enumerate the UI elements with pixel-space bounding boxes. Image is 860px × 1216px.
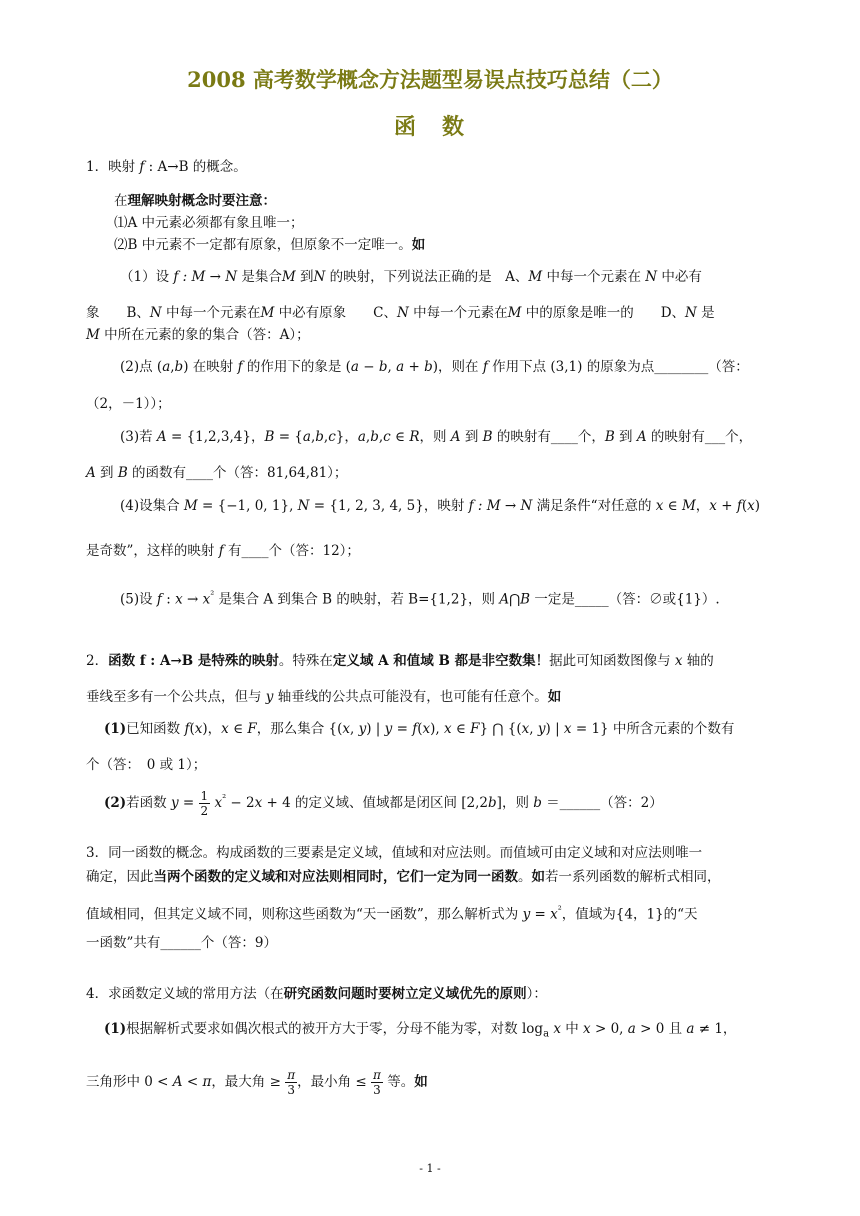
text-run: f : M → N xyxy=(173,269,238,285)
text-run: 3．同一函数的概念。构成函数的三要素是定义域，值域和对应法则。而值域可由定义域和对应法则唯一 xyxy=(86,845,703,861)
text-line xyxy=(120,587,720,609)
text-run: (1) xyxy=(104,721,127,737)
text-run: ), xyxy=(430,721,444,737)
text-run: ∈ xyxy=(451,721,471,737)
text-run: 1．映射 xyxy=(86,159,140,175)
text-run: , xyxy=(323,429,329,445)
text-run: , xyxy=(378,429,384,445)
text-run: 中每一个元素在 xyxy=(408,305,508,321)
text-run: a xyxy=(350,359,359,375)
text-line xyxy=(104,720,734,738)
text-run: (3)若 xyxy=(120,429,157,445)
text-run: b xyxy=(315,429,324,445)
text-run: 轴垂线的公共点可能没有，也可能有任意个。 xyxy=(273,689,548,705)
text-run: → xyxy=(182,591,203,608)
text-run: ≠ 1， xyxy=(694,1021,737,1037)
text-line xyxy=(86,395,171,413)
text-run: ) | xyxy=(545,721,564,737)
text-run: f xyxy=(412,721,418,737)
text-run: M xyxy=(507,305,522,321)
text-run: 根据解析式要求如偶次根式的被开方大于零，分母不能为零，对数 log xyxy=(126,1021,544,1037)
text-run: 的映射有___个， xyxy=(646,429,753,445)
text-run: y xyxy=(537,721,546,737)
text-line xyxy=(86,756,206,774)
text-run: − xyxy=(358,359,379,375)
text-run: 一函数”共有______个（答：9） xyxy=(86,935,277,951)
text-run: + 4 的定义域、值域都是闭区间 [2,2 xyxy=(262,795,489,811)
text-run: ( xyxy=(417,721,423,737)
text-line xyxy=(86,844,702,862)
text-run: b xyxy=(533,795,542,811)
text-run: = xyxy=(392,721,413,737)
text-run: b xyxy=(424,359,433,375)
text-run: , xyxy=(387,359,397,375)
text-run: > 0, xyxy=(590,1021,628,1037)
text-run: 到 xyxy=(95,465,118,481)
text-run: 函数 f : A→B 是特殊的映射 xyxy=(108,653,279,669)
text-run: ² xyxy=(210,590,215,601)
text-line xyxy=(120,358,749,376)
text-run: = xyxy=(530,906,551,923)
text-run: , xyxy=(529,721,538,737)
text-run: 。特殊在 xyxy=(278,653,333,669)
text-run: N xyxy=(297,498,310,514)
text-run: ⑴A 中元素必须都有象且唯一； xyxy=(114,215,304,231)
text-line xyxy=(86,304,715,322)
text-run: 有____个（答：12）； xyxy=(223,543,360,559)
text-run: f xyxy=(482,359,488,375)
text-run: , xyxy=(310,429,316,445)
text-run: ，值域为{4，1}的“天 xyxy=(561,906,698,923)
text-run: B xyxy=(520,591,531,608)
text-run: 如 xyxy=(411,237,426,253)
text-run: 个（答： 0 或 1）； xyxy=(86,757,207,773)
text-line xyxy=(120,428,752,446)
text-run: y xyxy=(384,721,393,737)
text-line xyxy=(114,192,276,210)
text-run: （2，－1））； xyxy=(86,396,171,412)
text-run: x xyxy=(563,721,572,737)
text-run: 等。 xyxy=(382,1074,415,1090)
text-run: 若一系列函数的解析式相同， xyxy=(545,869,721,885)
text-run: N xyxy=(149,305,162,321)
text-run: 据此可知函数图像与 xyxy=(549,653,675,669)
text-run: 中 xyxy=(560,1021,584,1037)
text-run: a xyxy=(396,359,405,375)
text-line xyxy=(86,868,721,886)
text-line xyxy=(86,1068,428,1097)
text-run: （1）设 xyxy=(120,269,174,285)
text-run: x xyxy=(214,795,223,811)
text-run: )，则在 xyxy=(432,359,483,375)
text-line xyxy=(86,688,561,706)
text-line xyxy=(114,236,425,254)
text-run: b xyxy=(174,359,184,375)
text-run: )， xyxy=(202,721,222,737)
text-run: x xyxy=(521,721,530,737)
text-run: M xyxy=(86,327,100,343)
text-run: 中每一个元素在 xyxy=(161,305,261,321)
text-run: : A→B 的概念。 xyxy=(144,159,247,175)
text-run: a xyxy=(686,1021,695,1037)
text-run: y xyxy=(265,689,274,705)
text-run: f xyxy=(736,498,742,514)
text-run: x xyxy=(422,721,431,737)
text-run: 已知函数 xyxy=(126,721,185,737)
fraction: $\frac{\pi}{3}$ xyxy=(373,1068,381,1097)
text-run: > 0 且 xyxy=(635,1021,687,1037)
text-run: = {−1, 0, 1}, xyxy=(197,498,298,514)
text-line xyxy=(120,268,702,286)
text-run: 是 xyxy=(696,305,715,321)
text-run: x xyxy=(202,591,211,608)
text-run: = xyxy=(178,795,199,811)
text-run: ⑵B 中元素不一定都有原象，但原象不一定唯一。 xyxy=(114,237,412,253)
text-run: = {1,2,3,4}， xyxy=(166,429,265,445)
text-run: (1) xyxy=(104,1021,127,1037)
text-run: B xyxy=(264,429,275,445)
text-run: π xyxy=(202,1074,212,1090)
text-line xyxy=(86,985,547,1003)
fraction: $\frac{1}{2}$ xyxy=(200,789,209,818)
text-run: 轴的 xyxy=(682,653,714,669)
text-run: y xyxy=(170,795,179,811)
text-run: f : M → N xyxy=(468,498,533,514)
text-run: 确定，因此 xyxy=(86,869,154,885)
text-run: x xyxy=(583,1021,591,1037)
fraction: $\frac{\pi}{3}$ xyxy=(287,1068,296,1097)
text-run: , xyxy=(365,429,371,445)
text-run: f xyxy=(237,359,243,375)
text-run: B xyxy=(117,465,128,481)
text-run: (5)设 xyxy=(120,591,157,608)
text-run: 中必有原象 C、 xyxy=(274,305,397,321)
text-run: 如 xyxy=(531,869,545,885)
text-run: x xyxy=(709,498,717,514)
text-run: x xyxy=(221,721,229,737)
text-run: ∈ xyxy=(228,721,248,737)
text-run: 是奇数”，这样的映射 xyxy=(86,543,219,559)
text-run: ) 在映射 xyxy=(183,359,238,375)
text-line xyxy=(86,652,714,670)
text-run: 是集合 A 到集合 B 的映射，若 B={1,2}，则 xyxy=(214,591,500,608)
text-run: a xyxy=(302,429,311,445)
text-run: x xyxy=(655,498,664,514)
text-run: ， xyxy=(695,498,710,514)
text-run: 作用下点 (3,1) 的原象为点________（答： xyxy=(487,359,749,375)
text-run: 在 xyxy=(114,193,128,209)
text-line xyxy=(104,1020,736,1044)
text-run: 的函数有____个（答：81,64,81）； xyxy=(127,465,348,481)
text-line xyxy=(120,497,760,515)
text-run: ( xyxy=(741,498,748,514)
text-run: ∈ xyxy=(663,498,682,514)
text-run: 中所在元素的象的集合（答：A）； xyxy=(99,327,310,343)
text-run: ，最小角 ≤ xyxy=(297,1074,372,1090)
text-run: A xyxy=(172,1074,183,1090)
text-run: x xyxy=(553,1021,561,1037)
text-run: + xyxy=(716,498,737,514)
text-run: A xyxy=(636,429,647,445)
text-run: y xyxy=(358,721,367,737)
text-run: 4．求函数定义域的常用方法（在 xyxy=(86,986,284,1002)
text-run: 的映射有____个， xyxy=(492,429,605,445)
text-run: ∈ xyxy=(390,429,410,445)
text-run: x xyxy=(550,906,558,923)
text-run: 的映射，下列说法正确的是 A、 xyxy=(325,269,529,285)
text-run: 若函数 xyxy=(126,795,171,811)
text-run: b xyxy=(370,429,379,445)
text-run: M xyxy=(260,305,275,321)
text-run: 如 xyxy=(547,689,562,705)
text-run: 研究函数问题时要树立定义域优先的原则 xyxy=(283,986,527,1002)
text-run: ⋂ xyxy=(509,591,521,608)
text-run: 象 B、 xyxy=(86,305,150,321)
text-run: F xyxy=(470,721,480,737)
text-run: 中每一个元素在 xyxy=(542,269,646,285)
text-line xyxy=(86,326,310,344)
text-run: N xyxy=(685,305,697,321)
text-run: A xyxy=(499,591,510,608)
text-run: ]，则 xyxy=(496,795,534,811)
text-run: , xyxy=(350,721,359,737)
text-run: 的作用下的象是 ( xyxy=(242,359,351,375)
text-run: x xyxy=(443,721,452,737)
text-run: 到 xyxy=(614,429,637,445)
text-run: 到 xyxy=(460,429,483,445)
text-run: F xyxy=(247,721,257,737)
text-run: } ⋂ {( xyxy=(479,721,522,737)
text-run: b xyxy=(488,795,497,811)
text-run: + xyxy=(404,359,425,375)
text-run: N xyxy=(313,269,326,285)
text-run: A xyxy=(156,429,167,445)
text-run: < xyxy=(182,1074,203,1090)
text-run: A xyxy=(86,465,96,481)
text-run: f xyxy=(184,721,190,737)
text-run: (4)设集合 xyxy=(120,498,184,514)
text-run: 垂线至多有一个公共点，但与 xyxy=(86,689,266,705)
text-run: = { xyxy=(274,429,303,445)
text-run: M xyxy=(281,269,296,285)
text-run: x xyxy=(254,795,263,811)
text-run: x xyxy=(175,591,183,608)
text-run: ，那么集合 {( xyxy=(256,721,343,737)
page-number: - 1 - xyxy=(419,1162,441,1175)
text-run: ² xyxy=(222,793,227,805)
text-run: 满足条件“对任意的 xyxy=(532,498,656,514)
text-run: 到 xyxy=(295,269,314,285)
text-run: ( xyxy=(189,721,195,737)
text-run: N xyxy=(396,305,409,321)
text-run: M xyxy=(681,498,696,514)
text-line xyxy=(104,789,663,818)
text-run: 理解映射概念时要注意： xyxy=(127,193,276,209)
text-run: , xyxy=(170,359,175,375)
text-run: 定义域 A 和值域 B 都是非空数集！ xyxy=(332,653,550,669)
text-run: R xyxy=(409,429,420,445)
text-run: ，则 xyxy=(419,429,451,445)
text-run: ) xyxy=(754,498,761,514)
text-run: 中的原象是唯一的 D、 xyxy=(521,305,686,321)
section-title: 函 数 xyxy=(393,114,466,140)
document-title: 2008 高考数学概念方法题型易误点技巧总结（二） xyxy=(187,67,673,92)
text-run: f xyxy=(156,591,162,608)
text-line xyxy=(114,214,304,232)
text-run: ＝______（答：2） xyxy=(541,795,663,811)
text-run: B xyxy=(482,429,493,445)
text-line xyxy=(86,542,360,560)
text-run: = {1, 2, 3, 4, 5}，映射 xyxy=(309,498,469,514)
text-run: 值域相同，但其定义域不同，则称这些函数为“天一函数”，那么解析式为 xyxy=(86,906,523,923)
text-run: ，最大角 ≥ xyxy=(211,1074,286,1090)
text-run: x xyxy=(342,721,351,737)
text-line xyxy=(86,934,277,952)
text-run: (2)点 ( xyxy=(120,359,163,375)
text-run: b xyxy=(378,359,388,375)
text-run: f xyxy=(218,543,224,559)
text-run: 当两个函数的定义域和对应法则相同时，它们一定为同一函数 xyxy=(153,869,518,885)
text-run: 2． xyxy=(86,653,109,669)
text-run: ² xyxy=(557,905,562,916)
text-run: 一定是_____（答：∅或{1}）. xyxy=(530,591,720,608)
text-run: = 1} 中所含元素的个数有 xyxy=(571,721,735,737)
text-run: ) | xyxy=(366,721,385,737)
text-run: a xyxy=(627,1021,636,1037)
text-run: f xyxy=(139,159,145,175)
text-run: : xyxy=(161,591,176,608)
text-run: c xyxy=(328,429,336,445)
text-run: a xyxy=(357,429,366,445)
text-run: 三角形中 0 < xyxy=(86,1074,173,1090)
text-run: x xyxy=(194,721,203,737)
text-line xyxy=(86,158,247,176)
text-run: x xyxy=(674,653,683,669)
text-run: y xyxy=(522,906,531,923)
text-run: M xyxy=(528,269,543,285)
text-run: ）： xyxy=(526,986,547,1002)
text-run: (2) xyxy=(104,795,127,811)
text-run: A xyxy=(450,429,461,445)
text-run: x xyxy=(747,498,755,514)
text-line xyxy=(86,902,698,924)
text-run: 是集合 xyxy=(237,269,282,285)
text-run: N xyxy=(645,269,658,285)
text-run: 。 xyxy=(518,869,532,885)
text-run: − 2 xyxy=(226,795,255,811)
text-run: a xyxy=(162,359,171,375)
text-run: B xyxy=(604,429,615,445)
text-run: c xyxy=(383,429,391,445)
text-line xyxy=(86,464,347,482)
text-run: 中必有 xyxy=(657,269,702,285)
text-run: a xyxy=(543,1028,550,1040)
text-run: 如 xyxy=(414,1074,428,1090)
text-run: M xyxy=(183,498,198,514)
text-run: }， xyxy=(335,429,358,445)
